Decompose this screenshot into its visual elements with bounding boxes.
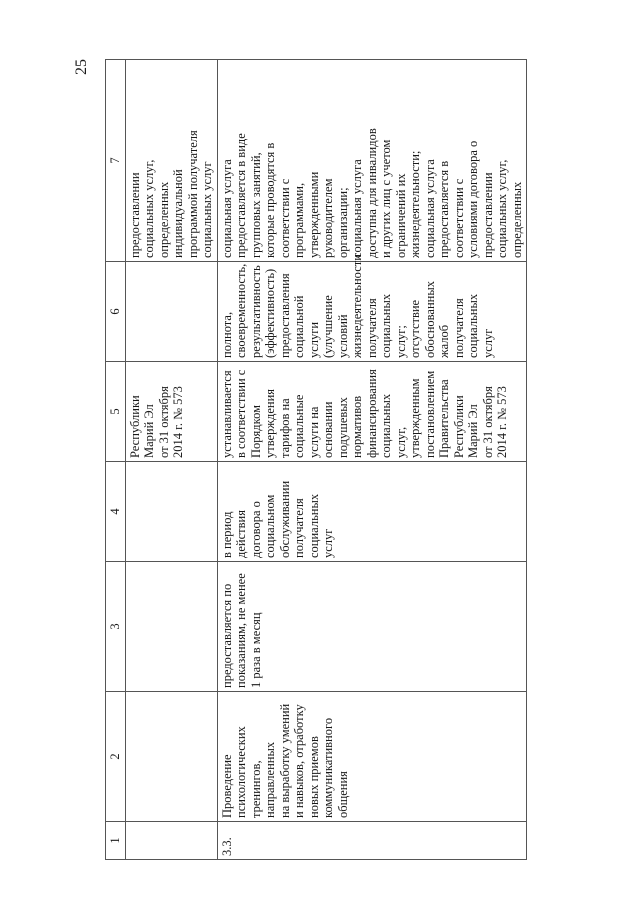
continuation-cell-3 <box>125 562 217 692</box>
continuation-row <box>125 60 217 860</box>
continuation-cell-2 <box>125 692 217 822</box>
page-number: 25 <box>73 59 90 75</box>
column-header-2: 2 <box>106 692 126 822</box>
quality-cell: полнота, своевременность, результативность (эффективность) предоставления социальной услуги (улучшение условий жизнедеятельности получателя социальных услуг; отсутствие обоснованных жалоб получателя социальных услуг <box>217 262 527 362</box>
table-row <box>217 60 527 860</box>
continuation-conditions-cell: предоставлении социальных услуг, определенных индивидуальной программой получателя социальных услуг <box>125 60 217 262</box>
period-cell: в период действия договора о социальном обслуживании получателя социальных услуг <box>217 462 527 562</box>
column-header-1: 1 <box>106 822 126 860</box>
norm-cell: предоставляется по показаниям, не менее 1 раза в месяц <box>217 562 527 692</box>
column-header-7: 7 <box>106 60 126 262</box>
column-header-4: 4 <box>106 462 126 562</box>
header-row <box>106 60 126 860</box>
continuation-cell-4 <box>125 462 217 562</box>
continuation-cell-1 <box>125 822 217 860</box>
service-standards-table <box>105 59 527 860</box>
column-header-5: 5 <box>106 362 126 462</box>
tariff-cell: устанавливается в соответствии с Порядком утверждения тарифов на социальные услуги на основании подушевых нормативов финансирования социальных услуг, утвержденным постановлением Правительства Республики Марий Эл от 31 октября 2014 г. № 573 <box>217 362 527 462</box>
rotated-table-container <box>105 60 640 860</box>
continuation-cell-6 <box>125 262 217 362</box>
row-number: 3.3. <box>217 822 527 860</box>
column-header-6: 6 <box>106 262 126 362</box>
column-header-3: 3 <box>106 562 126 692</box>
continuation-tariff-cell: Республики Марий Эл от 31 октября 2014 г. № 573 <box>125 362 217 462</box>
service-name-cell: Проведение психологических тренингов, направленных на выработку умений и навыков, отработку новых приемов коммуникативного общения <box>217 692 527 822</box>
conditions-cell: социальная услуга предоставляется в виде групповых занятий, которые проводятся в соответствии с программами, утвержденными руководителем организации; социальная услуга доступна для инвалидов и других лиц с учетом ограничений их жизнедеятельности; социальная услуга предоставляется в соответствии с условиями договора о предоставлении социальных услуг, определенных <box>217 60 527 262</box>
